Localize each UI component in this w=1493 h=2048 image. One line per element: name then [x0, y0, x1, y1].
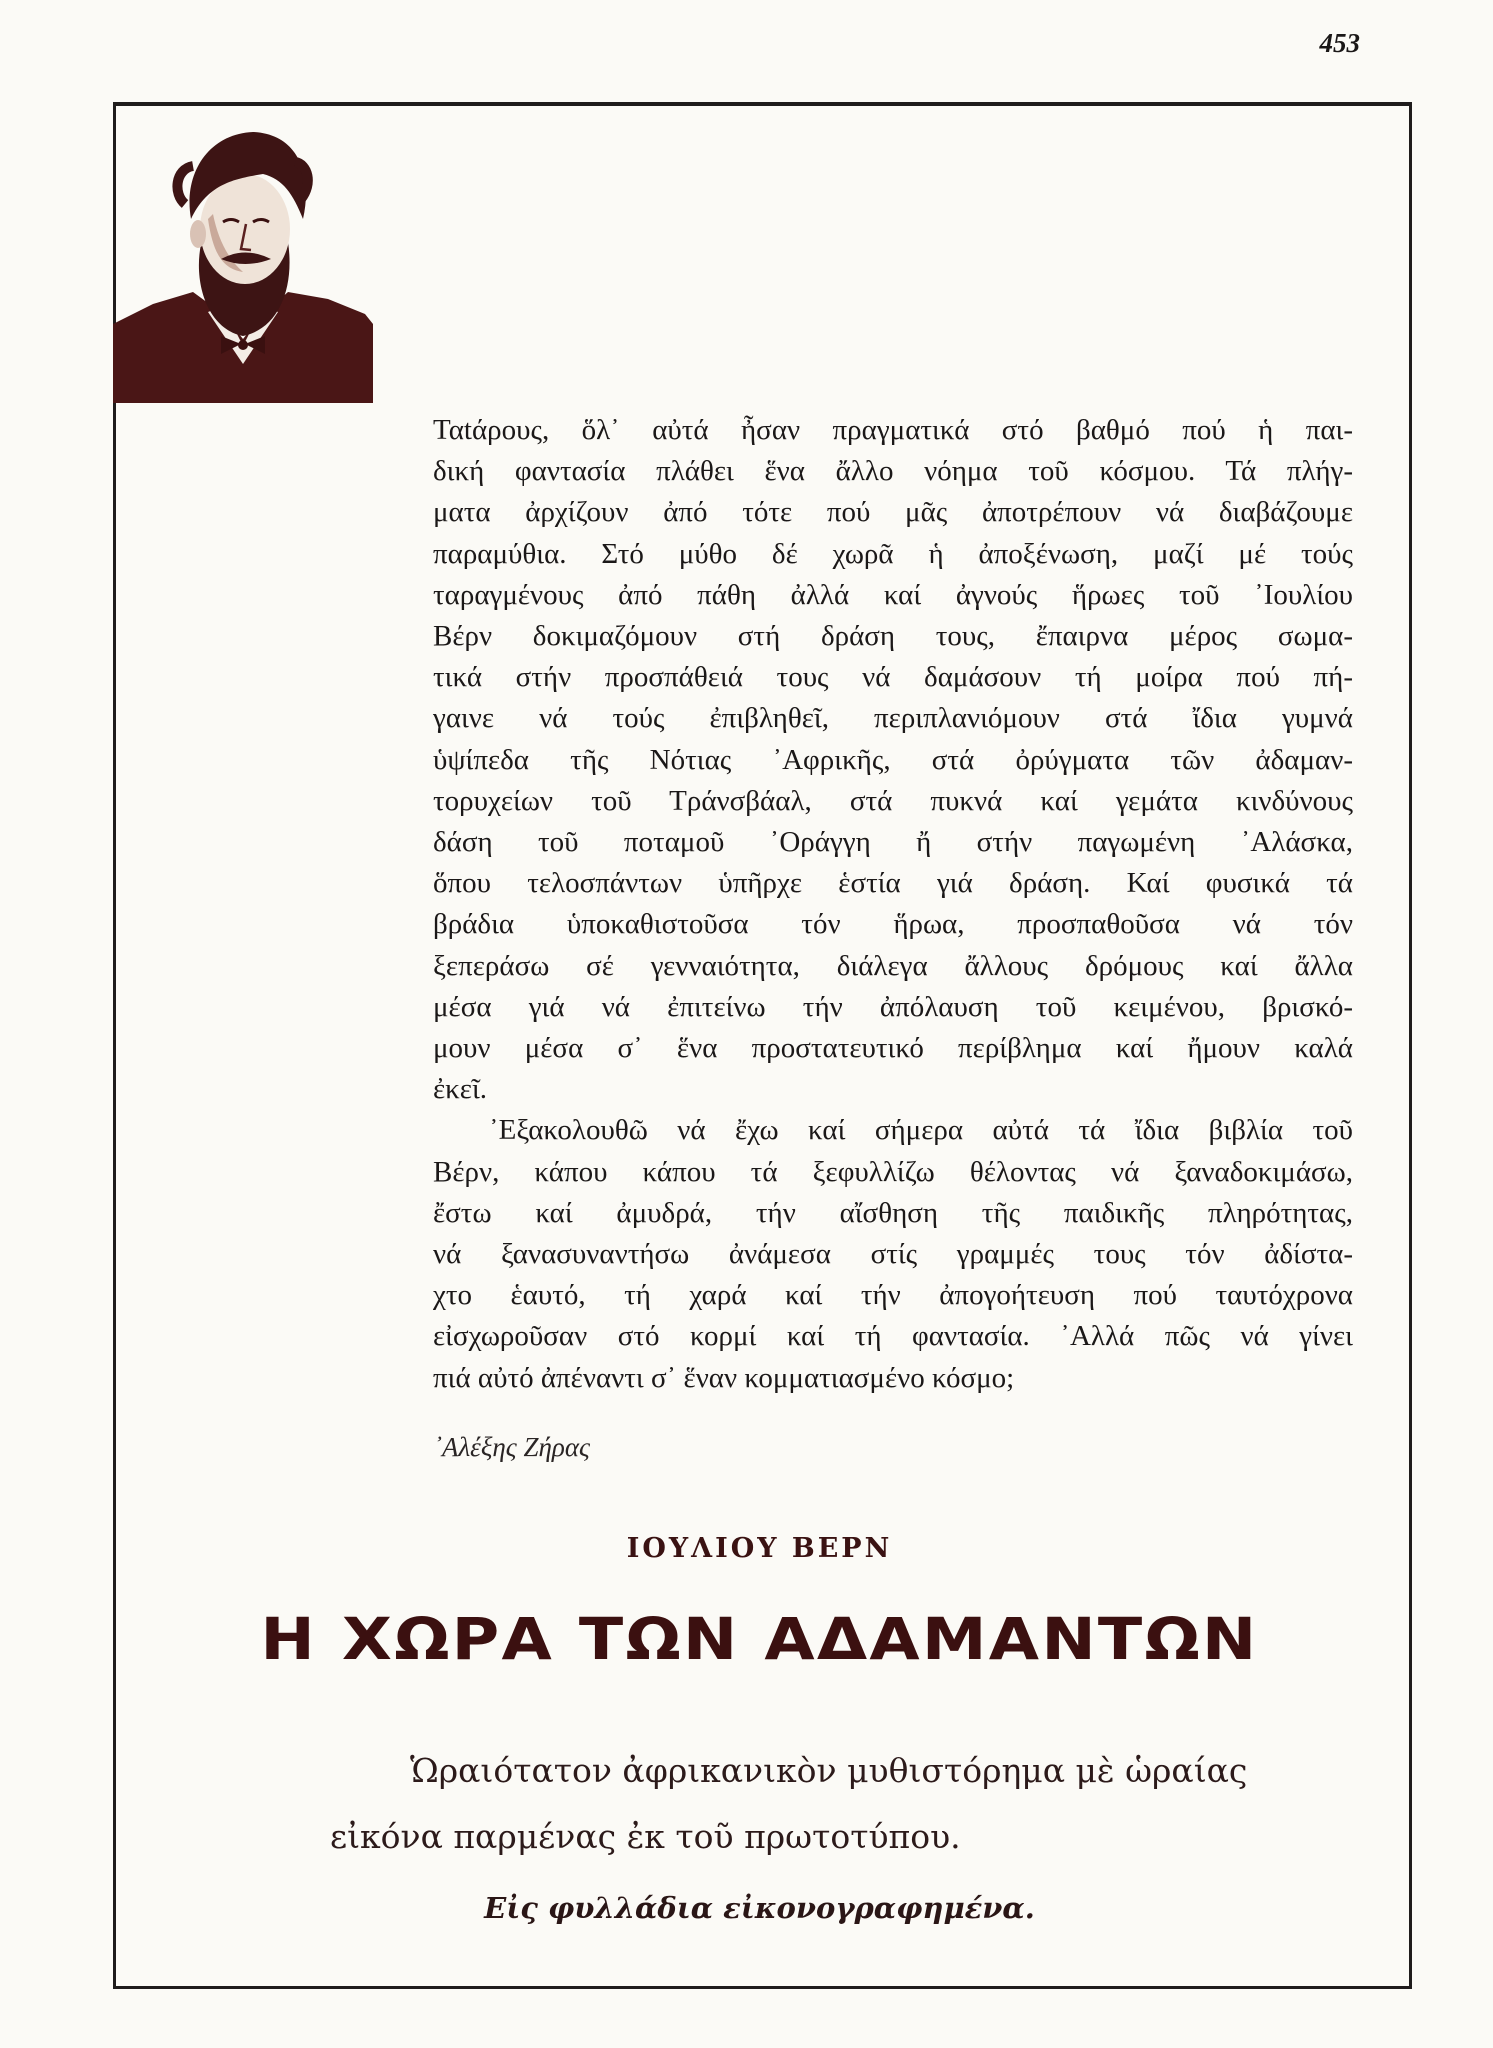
article-line: ᾽Εξακολουθῶ νά ἔχω καί σήμερα αὐτά τά ἴδια βιβλία τοῦ: [489, 1114, 1353, 1147]
article-line: γαινε νά τούς ἐπιβληθεῖ, περιπλανιόμουν στά ἴδια γυμνά: [433, 702, 1353, 735]
article-body: [433, 410, 1353, 1399]
advertisement-booklets-note: Εἰς φυλλάδια εἰκονογραφημένα.: [484, 1891, 1035, 1925]
article-line: δική φαντασία πλάθει ἕνα ἄλλο νόημα τοῦ κόσμου. Τά πλήγ-: [433, 455, 1353, 488]
advertisement-description-line: εἰκόνα παρμένας ἐκ τοῦ πρωτοτύπου.: [330, 1817, 961, 1856]
article-line: μέσα γιά νά ἐπιτείνω τήν ἀπόλαυση τοῦ κειμένου, βρισκό-: [433, 990, 1353, 1023]
advertisement-description: [330, 1738, 1330, 1870]
article-line: ἔστω καί ἀμυδρά, τήν αἴσθηση τῆς παιδικῆς πληρότητας,: [433, 1196, 1353, 1229]
article-line: τορυχείων τοῦ Τράνσβάαλ, στά πυκνά καί γεμάτα κινδύνους: [433, 784, 1353, 817]
article-line: ματα ἀρχίζουν ἀπό τότε πού μᾶς ἀποτρέπουν νά διαβάζουμε: [433, 496, 1353, 529]
article-line: χτο ἑαυτό, τή χαρά καί τήν ἀπογοήτευση πού ταυτόχρονα: [433, 1279, 1353, 1312]
article-line: βράδια ὑποκαθιστοῦσα τόν ἥρωα, προσπαθοῦσα νά τόν: [433, 908, 1353, 941]
article-line: ὑψίπεδα τῆς Νότιας ᾽Αφρικῆς, στά ὀρύγματα τῶν ἀδαμαν-: [433, 743, 1353, 776]
article-line: Βέρν δοκιμαζόμουν στή δράση τους, ἔπαιρνα μέρος σωμα-: [433, 620, 1353, 653]
article-line: ἐκεῖ.: [433, 1073, 488, 1106]
jules-verne-portrait-icon: [113, 124, 373, 403]
article-line: νά ξανασυναντήσω ἀνάμεσα στίς γραμμές τους τόν ἀδίστα-: [433, 1238, 1353, 1271]
advertisement-author: ΙΟΥΛΙΟΥ ΒΕΡΝ: [626, 1533, 893, 1564]
article-line: ξεπεράσω σέ γενναιότητα, διάλεγα ἄλλους δρόμους καί ἄλλα: [433, 949, 1353, 982]
article-line: πιά αὐτό ἀπέναντι σ᾽ ἕναν κομματιασμένο κόσμο;: [433, 1361, 1015, 1394]
article-line: μουν μέσα σ᾽ ἕνα προστατευτικό περίβλημα καί ἤμουν καλά: [433, 1032, 1353, 1065]
article-line: ταραγμένους ἀπό πάθη ἀλλά καί ἀγνούς ἥρωες τοῦ ᾽Ιουλίου: [433, 578, 1353, 611]
article-signature: ᾽Αλέξης Ζήρας: [433, 1432, 590, 1462]
advertisement-description-line: Ὡραιότατον ἀφρικανικὸν μυθιστόρημα μὲ ὡραίας: [410, 1751, 1248, 1790]
article-line: παραμύθια. Στό μύθο δέ χωρᾶ ἡ ἀποξένωση, μαζί μέ τούς: [433, 537, 1353, 570]
article-line: εἰσχωροῦσαν στό κορμί καί τή φαντασία. ᾽Αλλά πῶς νά γίνει: [433, 1320, 1353, 1353]
article-line: ὅπου τελοσπάντων ὑπῆρχε ἑστία γιά δράση. Καί φυσικά τά: [433, 867, 1353, 900]
advertisement-title: Η ΧΩΡΑ ΤΩΝ ΑΔΑΜΑΝΤΩΝ: [260, 1605, 1259, 1673]
article-line: Ταtάρους, ὅλ᾽ αὐτά ἦσαν πραγματικά στό βαθμό πού ἡ παι-: [433, 414, 1353, 446]
article-line: τικά στήν προσπάθειά τους νά δαμάσουν τή μοίρα πού πή-: [433, 661, 1353, 694]
article-line: δάση τοῦ ποταμοῦ ᾽Οράγγη ἤ στήν παγωμένη ᾽Αλάσκα,: [433, 826, 1353, 859]
article-line: Βέρν, κάπου κάπου τά ξεφυλλίζω θέλοντας νά ξαναδοκιμάσω,: [433, 1155, 1353, 1188]
page-number: 453: [1319, 28, 1360, 58]
portrait-image: [113, 124, 373, 403]
